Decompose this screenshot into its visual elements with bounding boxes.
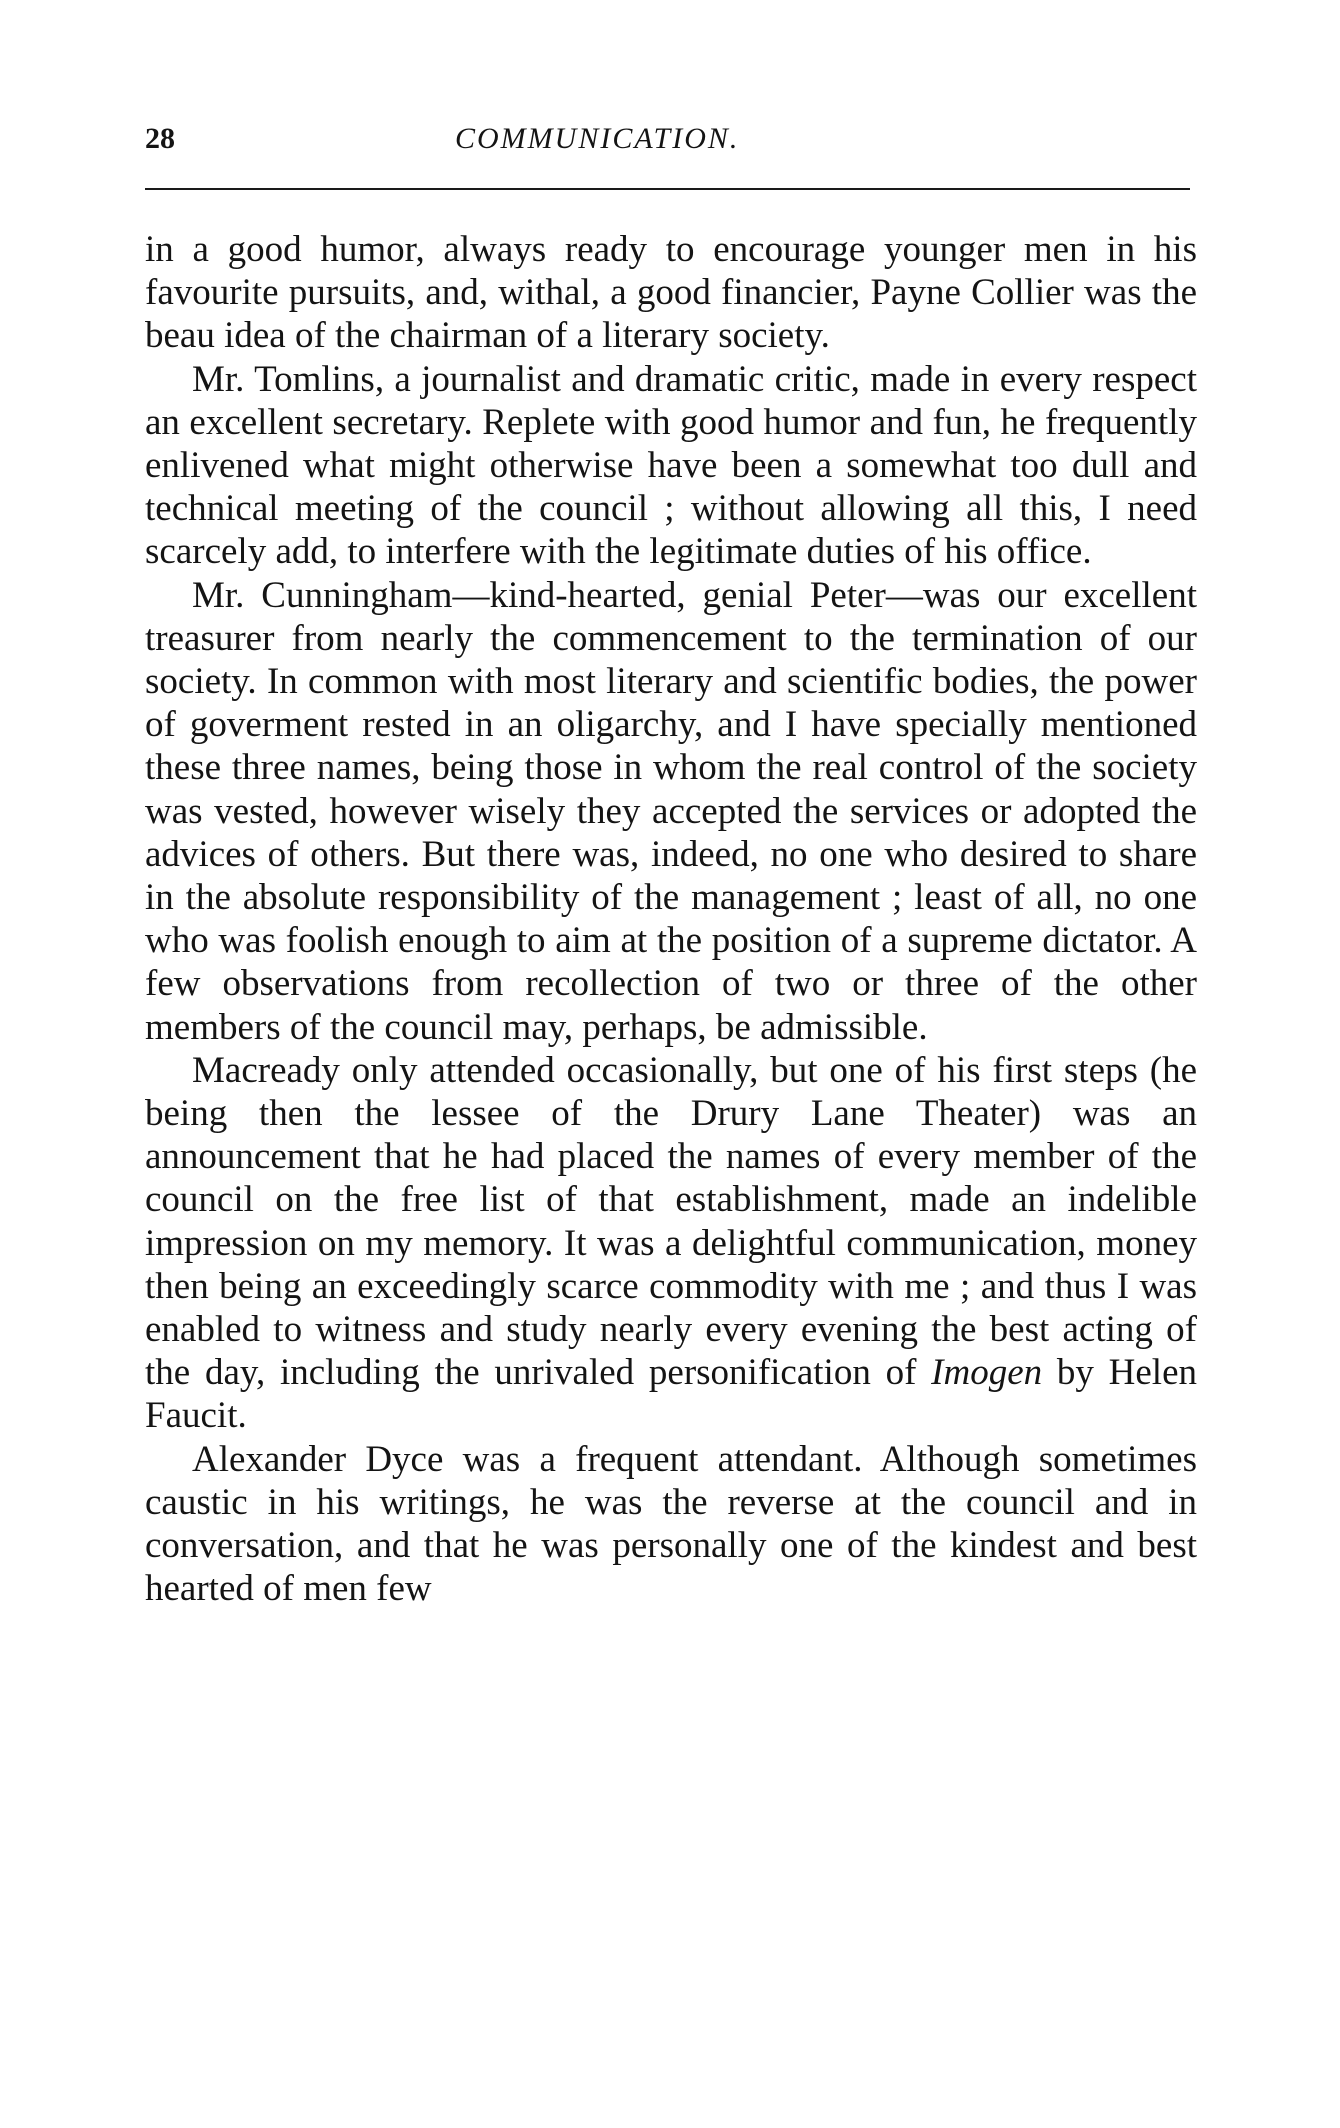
paragraph-tomlins: Mr. Tomlins, a journalist and dramatic critic, made in every respect an excellent secretary. Replete with good humor and fun, he frequently enlivened what might otherwise have been a somewhat too dull and technical meeting of the council ; without allowing all this, I need scarcely add, to interfere with the legitimate duties of his office. bbox=[145, 358, 1197, 573]
header-rule bbox=[145, 188, 1190, 190]
paragraph-macready bbox=[145, 1049, 1197, 1438]
page-number: 28 bbox=[145, 122, 175, 155]
body-text bbox=[145, 228, 1197, 1611]
paragraph-dyce: Alexander Dyce was a frequent attendant. Although sometimes caustic in his writings, he was the reverse at the council and in conversation, and that he was personally one of the kindest and best hearted of men few bbox=[145, 1438, 1197, 1610]
paragraph-macready-text-before: Macready only attended occasionally, but one of his first steps (he being then the lessee of the Drury Lane Theater) was an announcement that he had placed the names of every member of the council on the free list of that establishment, made an indelible impression on my memory. It was a delightful communication, money then being an exceedingly scarce commodity with me ; and thus I was enabled to witness and study nearly every evening the best acting of the day, including the unrivaled personification of bbox=[145, 1049, 1197, 1394]
paragraph-collier: in a good humor, always ready to encourage younger men in his favourite pursuits, and, withal, a good financier, Payne Collier was the beau idea of the chairman of a literary society. bbox=[145, 229, 1197, 357]
paragraph-cunningham: Mr. Cunningham—kind-hearted, genial Peter—was our excellent treasurer from nearly the commencement to the termination of our society. In common with most literary and scientific bodies, the power of goverment rested in an oligarchy, and I have specially mentioned these three names, being those in whom the real control of the society was vested, however wisely they accepted the services or adopted the advices of others. But there was, indeed, no one who desired to share in the absolute responsibility of the management ; least of all, no one who was foolish enough to aim at the position of a supreme dictator. A few observations from recollection of two or three of the other members of the council may, perhaps, be admissible. bbox=[145, 574, 1197, 1048]
page-header bbox=[145, 122, 1190, 172]
running-head: COMMUNICATION. bbox=[455, 122, 740, 155]
paragraph-macready-text-after: by Helen Faucit. bbox=[145, 1352, 1197, 1437]
imogen-emphasis: Imogen bbox=[931, 1352, 1043, 1394]
